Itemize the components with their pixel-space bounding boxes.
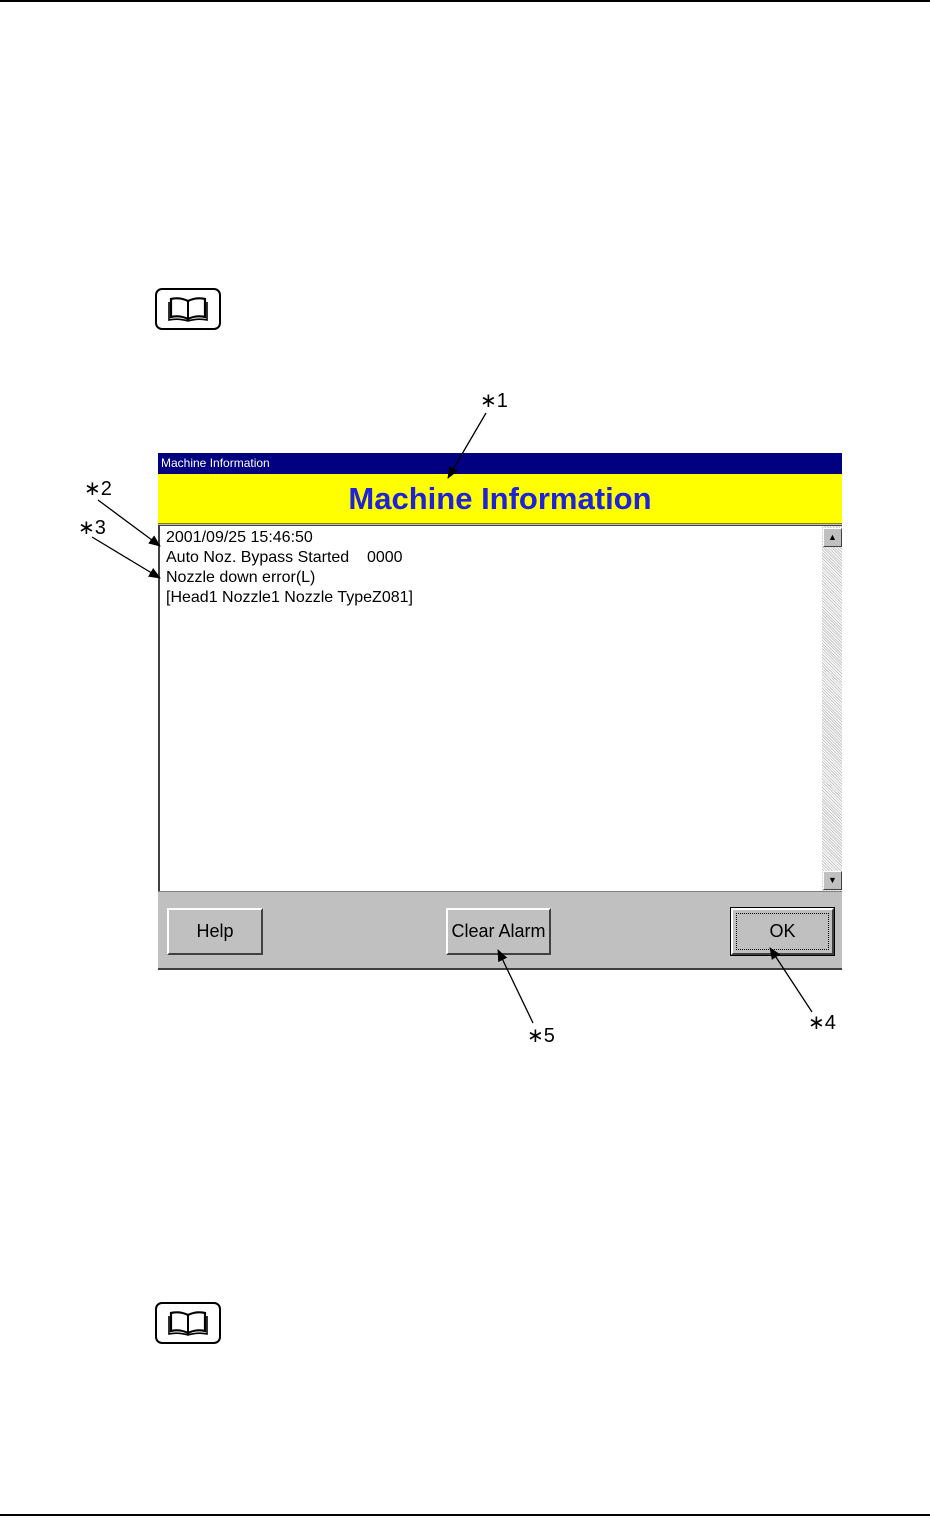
message-error: Nozzle down error(L) — [166, 569, 316, 586]
message-status: Auto Noz. Bypass Started 0000 — [166, 549, 403, 566]
banner-title: Machine Information — [158, 474, 842, 524]
message-detail: [Head1 Nozzle1 Nozzle TypeZ081] — [166, 589, 413, 606]
book-icon — [155, 1302, 221, 1344]
arrow-1 — [448, 413, 486, 478]
callout-4: ∗4 — [808, 1012, 836, 1034]
bottom-rule — [0, 1514, 930, 1516]
window-title: Machine Information — [158, 453, 842, 474]
arrow-5 — [498, 950, 533, 1023]
callout-3: ∗3 — [78, 517, 106, 539]
callout-1: ∗1 — [480, 390, 508, 412]
callout-5: ∗5 — [527, 1025, 555, 1047]
message-timestamp: 2001/09/25 15:46:50 — [166, 529, 313, 546]
arrow-4 — [770, 948, 812, 1012]
arrow-2 — [98, 500, 160, 546]
scroll-down-icon[interactable]: ▼ — [823, 871, 842, 890]
callout-2: ∗2 — [84, 478, 112, 500]
scroll-up-icon[interactable]: ▲ — [823, 528, 842, 547]
arrow-3 — [92, 537, 160, 578]
ok-label: OK — [769, 921, 796, 941]
help-button[interactable]: Help — [167, 908, 263, 955]
clear-alarm-button[interactable]: Clear Alarm — [446, 908, 551, 955]
